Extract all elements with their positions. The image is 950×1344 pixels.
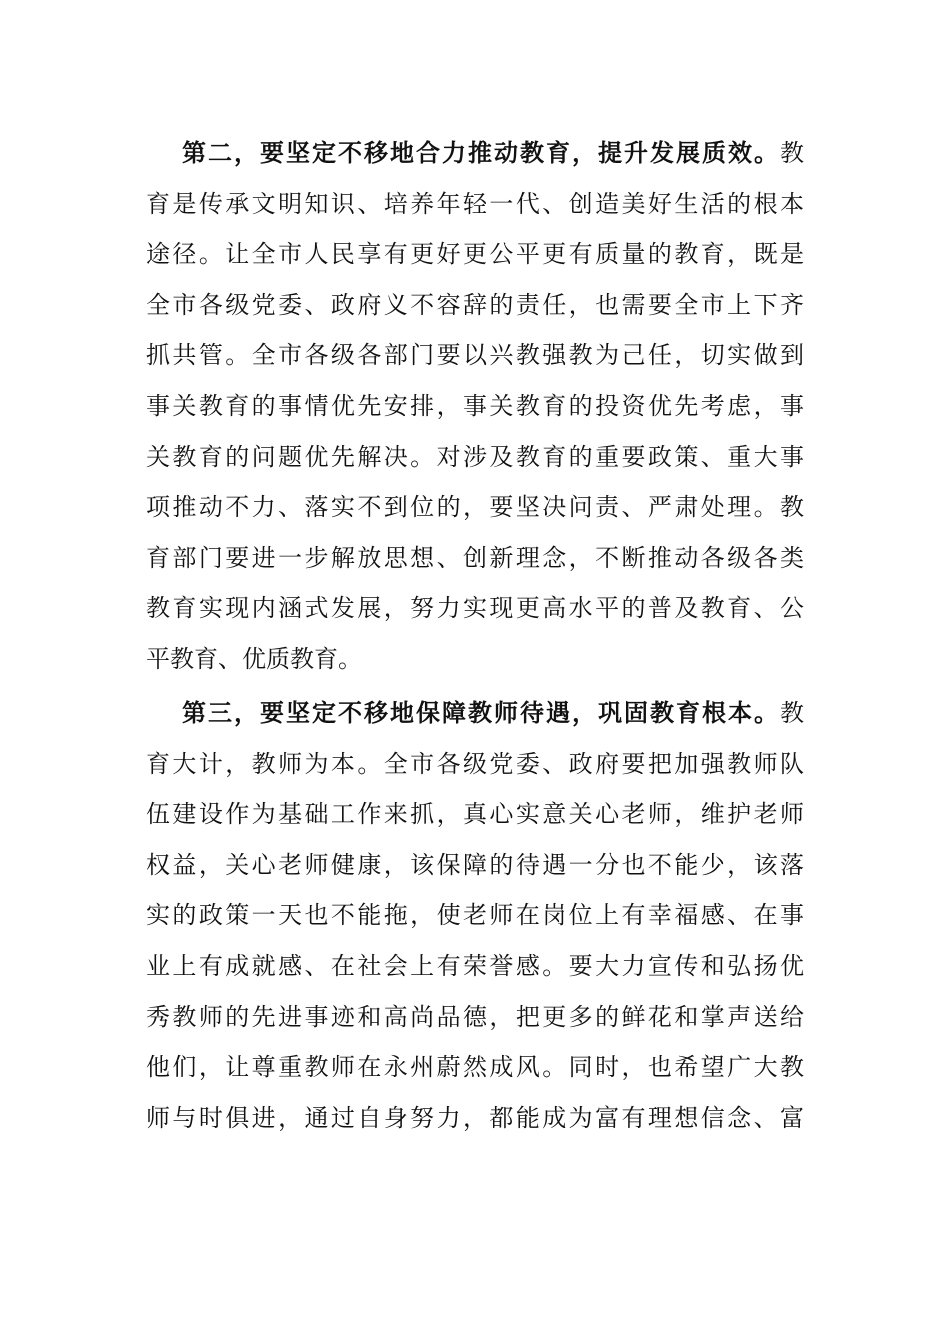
paragraph-line: 育部门要进一步解放思想、创新理念，不断推动各级各类 [146, 543, 804, 572]
paragraph-line: 业上有成就感、在社会上有荣誉感。要大力宣传和弘扬优 [146, 951, 804, 980]
paragraph-line: 他们，让尊重教师在永州蔚然成风。同时，也希望广大教 [146, 1053, 804, 1082]
paragraph-line: 育大计，教师为本。全市各级党委、政府要把加强教师队 [146, 749, 804, 778]
paragraph-line: 途径。让全市人民享有更好更公平更有质量的教育，既是 [146, 240, 804, 269]
paragraph-line: 伍建设作为基础工作来抓，真心实意关心老师，维护老师 [146, 800, 804, 829]
paragraph-line: 关教育的问题优先解决。对涉及教育的重要政策、重大事 [146, 442, 804, 471]
paragraph-line: 平教育、优质教育。 [146, 644, 362, 673]
paragraph-line: 实的政策一天也不能拖，使老师在岗位上有幸福感、在事 [146, 901, 804, 930]
paragraph-line: 项推动不力、落实不到位的，要坚决问责、严肃处理。教 [146, 493, 804, 522]
paragraph-line: 师与时俱进，通过自身努力，都能成为富有理想信念、富 [146, 1103, 804, 1132]
paragraph-text: 教 [780, 699, 804, 727]
paragraph-line: 育是传承文明知识、培养年轻一代、创造美好生活的根本 [146, 189, 804, 218]
paragraph-first-line [146, 688, 804, 739]
paragraph-first-line [146, 128, 804, 179]
paragraph-line: 秀教师的先进事迹和高尚品德，把更多的鲜花和掌声送给 [146, 1002, 804, 1031]
paragraph-text: 教 [780, 139, 804, 167]
paragraph-third-point [146, 688, 804, 1143]
paragraph-second-point [146, 128, 804, 685]
paragraph-line: 教育实现内涵式发展，努力实现更高水平的普及教育、公 [146, 594, 804, 623]
paragraph-line: 全市各级党委、政府义不容辞的责任，也需要全市上下齐 [146, 290, 804, 319]
paragraph-line: 抓共管。全市各级各部门要以兴教强教为己任，切实做到 [146, 341, 804, 370]
paragraph-heading: 第二，要坚定不移地合力推动教育，提升发展质效。 [182, 138, 780, 167]
paragraph-line: 权益，关心老师健康，该保障的待遇一分也不能少，该落 [146, 850, 804, 879]
paragraph-heading: 第三，要坚定不移地保障教师待遇，巩固教育根本。 [182, 698, 780, 727]
paragraph-line: 事关教育的事情优先安排，事关教育的投资优先考虑，事 [146, 391, 804, 420]
